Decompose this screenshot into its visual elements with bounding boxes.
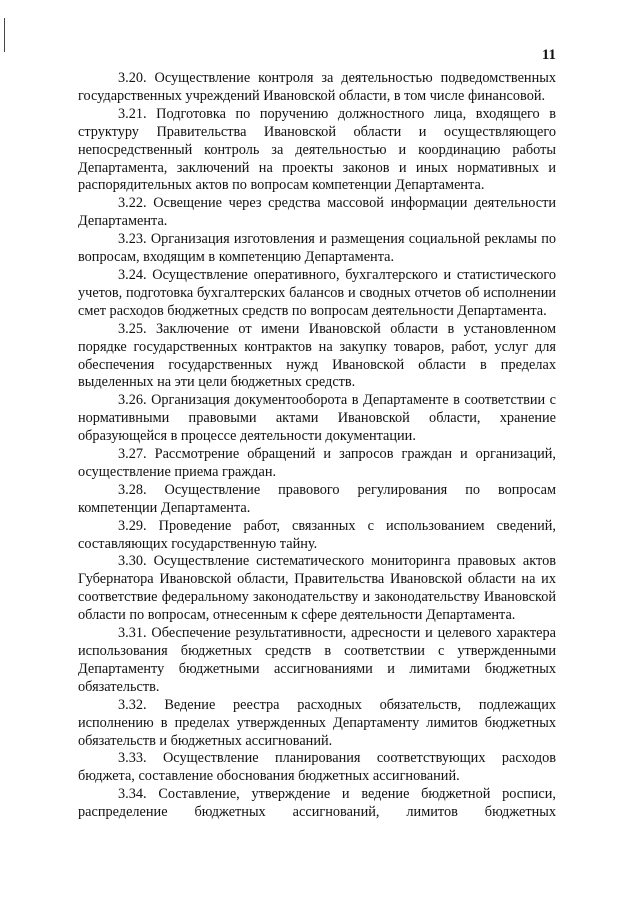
paragraph-3-26: 3.26. Организация документооборота в Департаменте в соответствии с нормативными правовыми актами Ивановской области, хранение образующейся в процессе деятельности документации. bbox=[78, 392, 556, 445]
paragraph-3-28: 3.28. Осуществление правового регулирования по вопросам компетенции Департамента. bbox=[78, 481, 556, 516]
scan-margin-mark bbox=[4, 18, 5, 52]
paragraph-3-29: 3.29. Проведение работ, связанных с использованием сведений, составляющих государственную тайну. bbox=[78, 517, 556, 552]
paragraph-3-33: 3.33. Осуществление планирования соответствующих расходов бюджета, составление обоснования бюджетных ассигнований. bbox=[78, 750, 556, 785]
paragraph-3-32: 3.32. Ведение реестра расходных обязательств, подлежащих исполнению в пределах утвержденных Департаменту лимитов бюджетных обязательств и бюджетных ассигнований. bbox=[78, 696, 556, 749]
paragraph-3-20: 3.20. Осуществление контроля за деятельностью подведомственных государственных учреждений Ивановской области, в том числе финансовой. bbox=[78, 70, 556, 104]
paragraph-3-31: 3.31. Обеспечение результативности, адресности и целевого характера использования бюджетных средств в соответствии с утвержденными Департаменту бюджетными ассигнованиями и лимитами бюджетных обязательств. bbox=[78, 625, 556, 695]
paragraph-3-25: 3.25. Заключение от имени Ивановской области в установленном порядке государственных контрактов на закупку товаров, работ, услуг для обеспечения государственных нужд Ивановской области в пределах выделенных на эти цели бюджетных средств. bbox=[78, 320, 556, 391]
paragraph-3-24: 3.24. Осуществление оперативного, бухгалтерского и статистического учетов, подготовка бухгалтерских балансов и сводных отчетов об исполнении смет расходов бюджетных средств по вопросам деятельности Департамента. bbox=[78, 266, 556, 319]
paragraph-3-23: 3.23. Организация изготовления и размещения социальной рекламы по вопросам, входящим в компетенцию Департамента. bbox=[78, 231, 556, 266]
page-number: 11 bbox=[541, 47, 556, 63]
paragraph-3-30: 3.30. Осуществление систематического мониторинга правовых актов Губернатора Ивановской области, Правительства Ивановской области на их соответствие федеральному законодательству и законодательству Ивановской области по вопросам, отнесенным к сфере деятельности Департамента. bbox=[78, 553, 556, 624]
paragraph-3-34: 3.34. Составление, утверждение и ведение бюджетной росписи, распределение бюджетных ассигнований, лимитов бюджетных bbox=[78, 786, 556, 821]
paragraph-3-21: 3.21. Подготовка по поручению должностного лица, входящего в структуру Правительства Ивановской области и осуществляющего непосредственный контроль за деятельностью и координацию работы Департамента, заключений на проекты законов и иных нормативных и распорядительных актов по вопросам компетенции Департамента. bbox=[78, 105, 556, 194]
paragraph-3-22: 3.22. Освещение через средства массовой информации деятельности Департамента. bbox=[78, 195, 556, 230]
paragraph-3-27: 3.27. Рассмотрение обращений и запросов граждан и организаций, осуществление приема граждан. bbox=[78, 446, 556, 480]
document-body bbox=[78, 70, 556, 822]
